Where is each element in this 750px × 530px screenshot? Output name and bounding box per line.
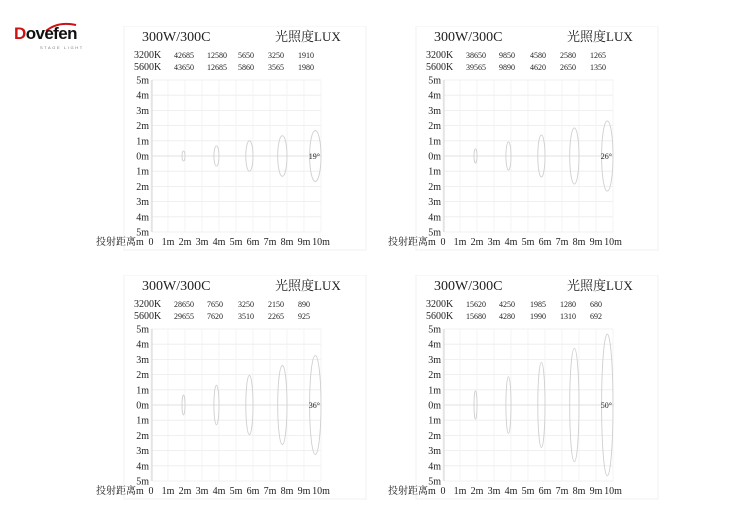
y-tick-label: 2m: [136, 181, 149, 193]
chart-subtitle: 光照度LUX: [567, 29, 633, 44]
x-tick-label: 9m: [589, 486, 603, 497]
lux-value: 28650: [174, 300, 194, 309]
y-tick-label: 1m: [136, 415, 149, 427]
y-tick-label: 2m: [428, 430, 441, 442]
y-tick-label: 5m: [428, 324, 441, 336]
lux-row-label-5600K: 5600K: [426, 311, 454, 322]
chart-title: 300W/300C: [142, 279, 211, 294]
lux-value: 42685: [174, 51, 194, 60]
y-tick-label: 3m: [136, 197, 149, 209]
y-tick-label: 5m: [428, 476, 441, 488]
lux-value: 29655: [174, 312, 194, 321]
x-tick-label: 8m: [280, 486, 294, 497]
lux-value: 2150: [268, 300, 284, 309]
y-tick-label: 5m: [136, 227, 149, 239]
y-tick-label: 0m: [136, 151, 149, 163]
y-tick-label: 1m: [428, 415, 441, 427]
lux-value: 1280: [560, 300, 576, 309]
x-axis-label: 投射距离m: [388, 486, 436, 497]
x-tick-label: 0: [440, 237, 446, 248]
x-axis-label: 投射距离m: [96, 486, 144, 497]
lux-value: 1990: [530, 312, 546, 321]
brand-tagline: STAGE LIGHT: [40, 45, 84, 50]
y-tick-label: 4m: [428, 339, 441, 351]
x-tick-label: 5m: [521, 486, 535, 497]
brand-name-rest: ovefen: [25, 24, 77, 43]
x-tick-label: 9m: [297, 486, 311, 497]
lux-row-label-3200K: 3200K: [134, 50, 162, 61]
x-tick-label: 5m: [229, 486, 243, 497]
beam-chart-panel-3: [90, 275, 370, 505]
y-tick-label: 1m: [428, 136, 441, 148]
y-tick-label: 2m: [428, 121, 441, 133]
lux-value: 3250: [238, 300, 254, 309]
lux-value: 3510: [238, 312, 254, 321]
brand-name-first: D: [14, 24, 26, 43]
lux-value: 1980: [298, 63, 314, 72]
lux-value: 925: [298, 312, 310, 321]
lux-row-label-5600K: 5600K: [134, 311, 162, 322]
y-tick-label: 2m: [136, 430, 149, 442]
lux-value: 1910: [298, 51, 314, 60]
x-tick-label: 3m: [487, 486, 501, 497]
x-tick-label: 7m: [263, 486, 277, 497]
beam-angle-label: 50°: [600, 401, 612, 410]
lux-row-label-3200K: 3200K: [134, 299, 162, 310]
lux-value: 2265: [268, 312, 284, 321]
y-tick-label: 4m: [428, 90, 441, 102]
lux-row-label-3200K: 3200K: [426, 50, 454, 61]
lux-value: 5860: [238, 63, 254, 72]
y-tick-label: 5m: [136, 476, 149, 488]
x-tick-label: 0: [440, 486, 446, 497]
y-tick-label: 5m: [136, 324, 149, 336]
lux-value: 43650: [174, 63, 194, 72]
lux-value: 38650: [466, 51, 486, 60]
chart-title: 300W/300C: [434, 279, 503, 294]
lux-value: 9890: [499, 63, 515, 72]
x-tick-label: 4m: [212, 486, 226, 497]
x-tick-label: 10m: [604, 486, 622, 497]
lux-value: 1985: [530, 300, 546, 309]
y-tick-label: 2m: [428, 181, 441, 193]
x-tick-label: 7m: [263, 237, 277, 248]
y-tick-label: 4m: [428, 212, 441, 224]
y-tick-label: 4m: [136, 212, 149, 224]
beam-chart-svg: [382, 26, 662, 256]
y-tick-label: 0m: [428, 151, 441, 163]
y-tick-label: 3m: [136, 354, 149, 366]
y-tick-label: 1m: [136, 166, 149, 178]
x-tick-label: 7m: [555, 237, 569, 248]
lux-value: 15680: [466, 312, 486, 321]
lux-value: 4250: [499, 300, 515, 309]
x-axis-label: 投射距离m: [96, 237, 144, 248]
y-tick-label: 4m: [136, 90, 149, 102]
lux-value: 12685: [207, 63, 227, 72]
x-tick-label: 5m: [521, 237, 535, 248]
lux-row-label-3200K: 3200K: [426, 299, 454, 310]
lux-value: 890: [298, 300, 310, 309]
chart-subtitle: 光照度LUX: [567, 278, 633, 293]
lux-value: 1310: [560, 312, 576, 321]
beam-chart-svg: [90, 275, 370, 505]
lux-value: 1350: [590, 63, 606, 72]
y-tick-label: 5m: [428, 227, 441, 239]
lux-value: 4280: [499, 312, 515, 321]
x-tick-label: 4m: [504, 237, 518, 248]
lux-value: 2650: [560, 63, 576, 72]
y-tick-label: 1m: [136, 385, 149, 397]
x-tick-label: 3m: [487, 237, 501, 248]
x-tick-label: 8m: [572, 486, 586, 497]
x-tick-label: 10m: [312, 486, 330, 497]
lux-value: 2580: [560, 51, 576, 60]
beam-chart-panel-1: [90, 26, 370, 256]
lux-value: 680: [590, 300, 602, 309]
x-tick-label: 2m: [178, 237, 192, 248]
lux-value: 5650: [238, 51, 254, 60]
x-tick-label: 1m: [161, 237, 175, 248]
y-tick-label: 2m: [428, 370, 441, 382]
x-tick-label: 8m: [572, 237, 586, 248]
x-tick-label: 1m: [453, 237, 467, 248]
lux-row-label-5600K: 5600K: [134, 62, 162, 73]
lux-value: 3565: [268, 63, 284, 72]
x-axis-label: 投射距离m: [388, 237, 436, 248]
y-tick-label: 0m: [136, 400, 149, 412]
y-tick-label: 3m: [428, 197, 441, 209]
y-tick-label: 4m: [428, 461, 441, 473]
x-tick-label: 6m: [246, 237, 260, 248]
x-tick-label: 7m: [555, 486, 569, 497]
lux-value: 692: [590, 312, 602, 321]
lux-value: 7650: [207, 300, 223, 309]
x-tick-label: 1m: [453, 486, 467, 497]
lux-value: 39565: [466, 63, 486, 72]
x-tick-label: 10m: [312, 237, 330, 248]
lux-value: 9850: [499, 51, 515, 60]
chart-subtitle: 光照度LUX: [275, 29, 341, 44]
beam-angle-label: 36°: [308, 401, 320, 410]
lux-value: 1265: [590, 51, 606, 60]
x-tick-label: 4m: [504, 486, 518, 497]
beam-angle-label: 26°: [600, 152, 612, 161]
y-tick-label: 1m: [428, 385, 441, 397]
lux-value: 7620: [207, 312, 223, 321]
x-tick-label: 6m: [246, 486, 260, 497]
beam-chart-panel-2: [382, 26, 662, 256]
x-tick-label: 3m: [195, 486, 209, 497]
y-tick-label: 3m: [428, 446, 441, 458]
y-tick-label: 5m: [136, 75, 149, 87]
y-tick-label: 3m: [428, 105, 441, 117]
x-tick-label: 10m: [604, 237, 622, 248]
x-tick-label: 4m: [212, 237, 226, 248]
x-tick-label: 6m: [538, 237, 552, 248]
beam-chart-svg: [90, 26, 370, 256]
x-tick-label: 0: [148, 237, 154, 248]
lux-value: 4580: [530, 51, 546, 60]
lux-row-label-5600K: 5600K: [426, 62, 454, 73]
y-tick-label: 1m: [136, 136, 149, 148]
y-tick-label: 1m: [428, 166, 441, 178]
x-tick-label: 1m: [161, 486, 175, 497]
x-tick-label: 9m: [297, 237, 311, 248]
x-tick-label: 8m: [280, 237, 294, 248]
x-tick-label: 2m: [470, 237, 484, 248]
y-tick-label: 3m: [136, 446, 149, 458]
beam-chart-svg: [382, 275, 662, 505]
lux-value: 3250: [268, 51, 284, 60]
y-tick-label: 2m: [136, 121, 149, 133]
x-tick-label: 3m: [195, 237, 209, 248]
lux-value: 4620: [530, 63, 546, 72]
x-tick-label: 2m: [470, 486, 484, 497]
x-tick-label: 2m: [178, 486, 192, 497]
chart-title: 300W/300C: [142, 30, 211, 45]
y-tick-label: 3m: [136, 105, 149, 117]
x-tick-label: 0: [148, 486, 154, 497]
beam-angle-label: 19°: [308, 152, 320, 161]
x-tick-label: 5m: [229, 237, 243, 248]
x-tick-label: 9m: [589, 237, 603, 248]
chart-subtitle: 光照度LUX: [275, 278, 341, 293]
brand-name: [14, 24, 77, 44]
x-tick-label: 6m: [538, 486, 552, 497]
y-tick-label: 0m: [428, 400, 441, 412]
y-tick-label: 2m: [136, 370, 149, 382]
chart-title: 300W/300C: [434, 30, 503, 45]
y-tick-label: 3m: [428, 354, 441, 366]
y-tick-label: 5m: [428, 75, 441, 87]
y-tick-label: 4m: [136, 461, 149, 473]
y-tick-label: 4m: [136, 339, 149, 351]
lux-value: 15620: [466, 300, 486, 309]
beam-chart-panel-4: [382, 275, 662, 505]
lux-value: 12580: [207, 51, 227, 60]
